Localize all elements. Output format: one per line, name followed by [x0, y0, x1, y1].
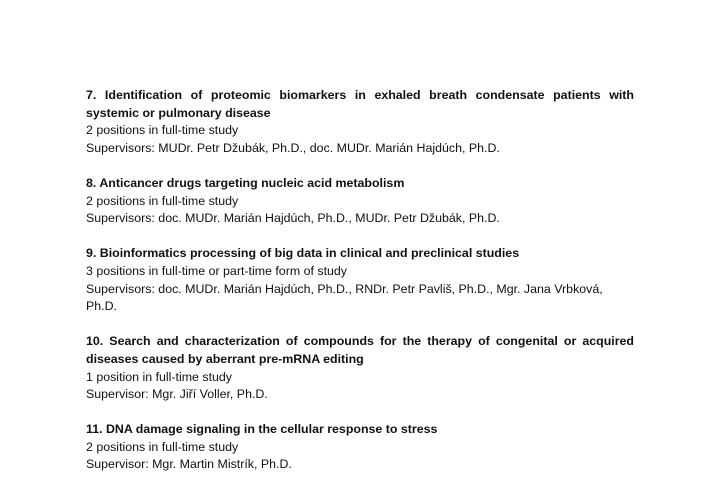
project-entry-9	[86, 245, 634, 315]
project-title: 9. Bioinformatics processing of big data in clinical and preclinical studies	[86, 246, 520, 261]
project-positions: 1 position in full-time study	[86, 369, 233, 384]
project-entry-7	[86, 87, 634, 157]
project-positions: 2 positions in full-time study	[86, 193, 239, 208]
project-entry-8	[86, 175, 634, 228]
project-positions: 2 positions in full-time study	[86, 439, 239, 454]
project-supervisors: Supervisor: Mgr. Jiří Voller, Ph.D.	[86, 387, 268, 402]
document-page	[86, 87, 634, 492]
project-entry-11	[86, 421, 634, 474]
project-title: 10. Search and characterization of compounds for the therapy of congenital or acquired diseases caused by aberrant pre-mRNA editing	[86, 334, 634, 366]
project-positions: 2 positions in full-time study	[86, 123, 239, 138]
project-title: 8. Anticancer drugs targeting nucleic acid metabolism	[86, 175, 405, 190]
project-positions: 3 positions in full-time or part-time form of study	[86, 263, 347, 278]
project-supervisors: Supervisors: doc. MUDr. Marián Hajdúch, Ph.D., RNDr. Petr Pavliš, Ph.D., Mgr. Jana Vrbková, Ph.D.	[86, 281, 603, 314]
project-supervisors: Supervisors: doc. MUDr. Marián Hajdúch, Ph.D., MUDr. Petr Džubák, Ph.D.	[86, 211, 500, 226]
project-title: 7. Identification of proteomic biomarkers in exhaled breath condensate patients with systemic or pulmonary disease	[86, 88, 634, 120]
project-entry-10	[86, 333, 634, 403]
project-supervisors: Supervisors: MUDr. Petr Džubák, Ph.D., doc. MUDr. Marián Hajdúch, Ph.D.	[86, 140, 500, 155]
project-supervisors: Supervisor: Mgr. Martin Mistrík, Ph.D.	[86, 457, 292, 472]
project-title: 11. DNA damage signaling in the cellular response to stress	[86, 422, 438, 437]
